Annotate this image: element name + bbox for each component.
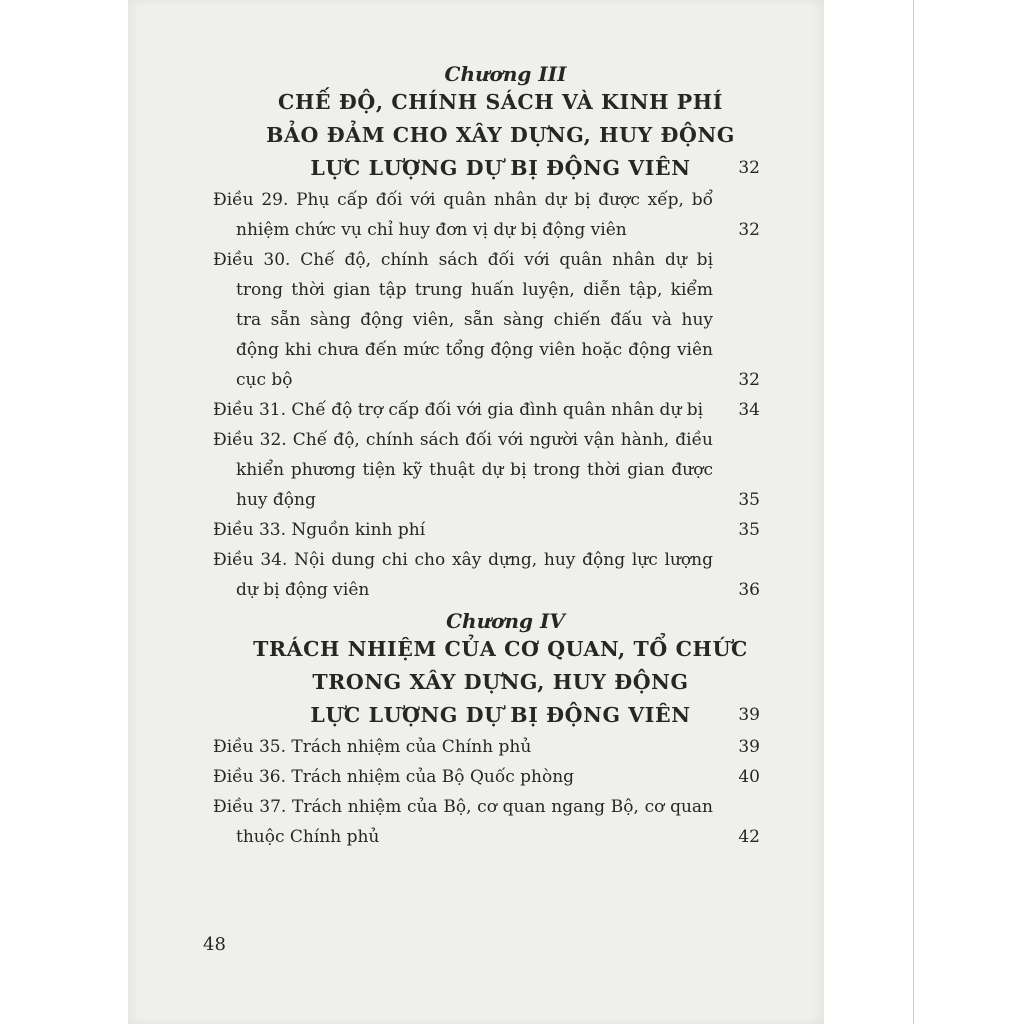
chapter-title-line-last [243, 699, 758, 732]
toc-entry [213, 762, 758, 792]
toc-entry-text: Điều 32. Chế độ, chính sách đối với người vận hành, điều khiển phương tiện kỹ thuật dự bị trong thời gian được huy động [213, 430, 713, 510]
page-number-folio: 48 [203, 934, 226, 955]
toc-page-number: 40 [738, 767, 760, 787]
toc-entry [213, 245, 758, 395]
chapter-3 [213, 62, 758, 605]
toc-entry-text: Điều 37. Trách nhiệm của Bộ, cơ quan ngang Bộ, cơ quan thuộc Chính phủ [213, 797, 713, 847]
chapter-page-number: 32 [738, 158, 760, 178]
toc-entry [213, 515, 758, 545]
toc-page-number: 36 [738, 580, 760, 600]
toc-entry [213, 792, 758, 852]
chapter-title-line: CHẾ ĐỘ, CHÍNH SÁCH VÀ KINH PHÍ [278, 90, 723, 114]
toc-page-number: 39 [738, 737, 760, 757]
table-of-contents [213, 58, 758, 852]
chapter-4 [213, 609, 758, 852]
toc-page-number: 32 [738, 370, 760, 390]
chapter-page-number: 39 [738, 705, 760, 725]
chapter-label: Chương IV [446, 609, 565, 633]
chapter-label: Chương III [444, 62, 567, 86]
toc-entry [213, 545, 758, 605]
toc-entry [213, 185, 758, 245]
toc-entry-text: Điều 30. Chế độ, chính sách đối với quân nhân dự bị trong thời gian tập trung huấn luyện, diễn tập, kiểm tra sẵn sàng động viên, sẵn sàng chiến đấu và huy động khi chưa đến mức tổng động viên hoặc động viên cục bộ [213, 250, 713, 390]
toc-page-number: 34 [738, 400, 760, 420]
chapter-title-line: BẢO ĐẢM CHO XÂY DỰNG, HUY ĐỘNG [266, 123, 735, 147]
chapter-title-line: TRONG XÂY DỰNG, HUY ĐỘNG [312, 670, 689, 694]
chapter-title-text: LỰC LƯỢNG DỰ BỊ ĐỘNG VIÊN [310, 156, 691, 180]
toc-entry-text: Điều 34. Nội dung chi cho xây dựng, huy động lực lượng dự bị động viên [213, 550, 713, 600]
toc-entry [213, 732, 758, 762]
book-page [128, 0, 824, 1024]
toc-entry [213, 395, 758, 425]
toc-page-number: 35 [738, 520, 760, 540]
toc-entry [213, 425, 758, 515]
toc-page-number: 32 [738, 220, 760, 240]
chapter-title-text: LỰC LƯỢNG DỰ BỊ ĐỘNG VIÊN [310, 703, 691, 727]
toc-entry-text: Điều 33. Nguồn kinh phí [213, 520, 426, 540]
toc-entry-text: Điều 36. Trách nhiệm của Bộ Quốc phòng [213, 767, 575, 787]
chapter-title-line-last [243, 152, 758, 185]
toc-entry-text: Điều 31. Chế độ trợ cấp đối với gia đình quân nhân dự bị [213, 400, 704, 420]
toc-page-number: 35 [738, 490, 760, 510]
chapter-title-line: TRÁCH NHIỆM CỦA CƠ QUAN, TỔ CHỨC [253, 637, 748, 661]
toc-page-number: 42 [738, 827, 760, 847]
toc-entry-text: Điều 29. Phụ cấp đối với quân nhân dự bị được xếp, bổ nhiệm chức vụ chỉ huy đơn vị dự bị động viên [213, 190, 713, 240]
toc-entry-text: Điều 35. Trách nhiệm của Chính phủ [213, 737, 532, 757]
page-edge-line [913, 0, 914, 1024]
